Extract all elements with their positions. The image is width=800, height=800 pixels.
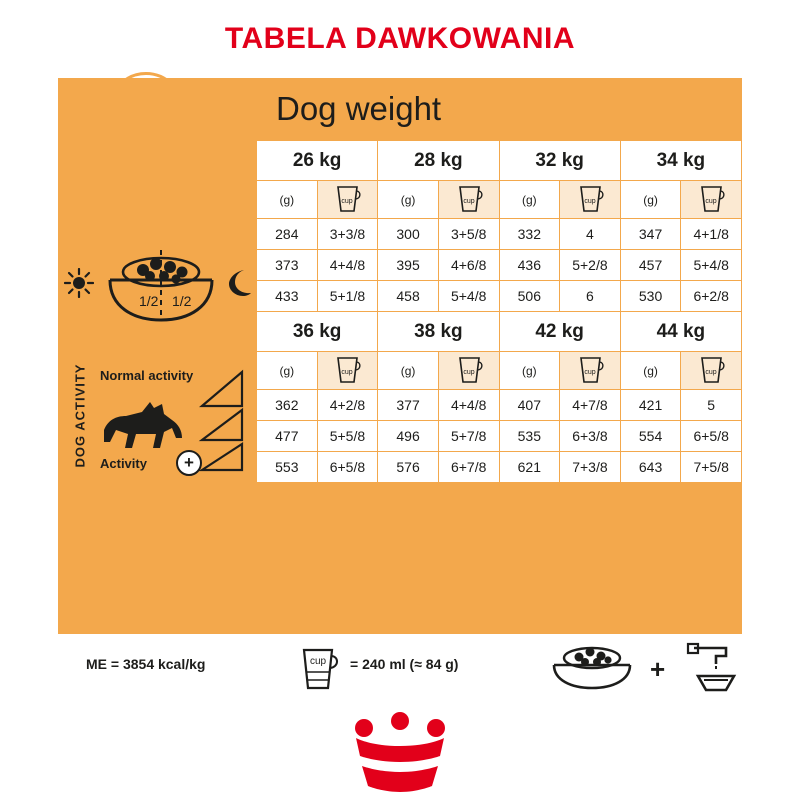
cups-cell: 6+3/8 — [560, 421, 621, 452]
cups-cell: 5+4/8 — [681, 250, 742, 281]
cups-cell: 4+6/8 — [438, 250, 499, 281]
unit-cup-cell — [560, 181, 621, 219]
cups-cell: 7+3/8 — [560, 452, 621, 483]
normal-activity-label: Normal activity — [100, 368, 194, 383]
measuring-cup-icon — [332, 353, 362, 385]
cups-cell: 7+5/8 — [681, 452, 742, 483]
grams-cell: 553 — [257, 452, 318, 483]
unit-cup-cell — [681, 181, 742, 219]
unit-cup-cell — [317, 181, 378, 219]
unit-gram-cell: (g) — [620, 352, 681, 390]
grams-cell: 643 — [620, 452, 681, 483]
svg-text:cup: cup — [309, 656, 327, 667]
cups-cell: 6+5/8 — [681, 421, 742, 452]
cups-cell: 5+5/8 — [317, 421, 378, 452]
dog-activity-column — [58, 78, 256, 634]
grams-cell: 347 — [620, 219, 681, 250]
dog-bowl-split-icon — [96, 246, 226, 326]
cups-cell: 6 — [560, 281, 621, 312]
grams-cell: 530 — [620, 281, 681, 312]
grams-cell: 373 — [257, 250, 318, 281]
unit-gram-cell: (g) — [499, 352, 560, 390]
grams-cell: 506 — [499, 281, 560, 312]
cups-cell: 5+2/8 — [560, 250, 621, 281]
unit-cup-cell — [560, 352, 621, 390]
unit-cup-cell — [681, 352, 742, 390]
table-row — [257, 452, 742, 483]
unit-cup-cell — [438, 181, 499, 219]
dosage-table — [256, 140, 742, 483]
table-row — [257, 390, 742, 421]
weight-cell: 36 kg — [257, 312, 378, 352]
grams-cell: 284 — [257, 219, 318, 250]
table-row-weights-1 — [257, 141, 742, 181]
activity-label: Activity — [100, 456, 147, 471]
feeding-table-panel — [58, 78, 742, 698]
svg-text:cup: cup — [705, 198, 717, 205]
weight-cell: 32 kg — [499, 141, 620, 181]
unit-cup-cell — [438, 352, 499, 390]
grams-cell: 433 — [257, 281, 318, 312]
grams-cell: 496 — [378, 421, 439, 452]
measuring-cup-icon — [454, 182, 484, 214]
metabolizable-energy-label: ME = 3854 kcal/kg — [86, 656, 206, 672]
weight-cell: 42 kg — [499, 312, 620, 352]
grams-cell: 362 — [257, 390, 318, 421]
unit-gram-cell: (g) — [257, 181, 318, 219]
sun-icon — [64, 268, 94, 298]
moon-icon — [224, 268, 252, 298]
water-tap-icon — [682, 642, 752, 692]
dog-weight-header — [256, 78, 742, 140]
unit-gram-cell: (g) — [257, 352, 318, 390]
svg-text:cup: cup — [341, 369, 354, 376]
weight-cell: 26 kg — [257, 141, 378, 181]
dog-bowl-icon — [546, 644, 638, 690]
royal-canin-crest-icon — [340, 712, 460, 796]
weight-cell: 34 kg — [620, 141, 741, 181]
svg-text:cup: cup — [463, 369, 475, 376]
table-footer — [58, 634, 742, 698]
cups-cell: 5+7/8 — [438, 421, 499, 452]
cups-cell: 4+1/8 — [681, 219, 742, 250]
grams-cell: 554 — [620, 421, 681, 452]
cups-cell: 6+7/8 — [438, 452, 499, 483]
unit-cup-cell — [317, 352, 378, 390]
cups-cell: 5 — [681, 390, 742, 421]
cups-cell: 5+4/8 — [438, 281, 499, 312]
dosage-table-wrap — [256, 140, 742, 634]
cups-cell: 6+2/8 — [681, 281, 742, 312]
grams-cell: 576 — [378, 452, 439, 483]
svg-text:cup: cup — [463, 198, 475, 205]
cups-cell: 5+1/8 — [317, 281, 378, 312]
grams-cell: 300 — [378, 219, 439, 250]
cups-cell: 3+5/8 — [438, 219, 499, 250]
grams-cell: 377 — [378, 390, 439, 421]
grams-cell: 421 — [620, 390, 681, 421]
page-title: TABELA DAWKOWANIA — [224, 22, 576, 55]
grams-cell: 407 — [499, 390, 560, 421]
grams-cell: 457 — [620, 250, 681, 281]
measuring-cup-icon — [454, 353, 484, 385]
measuring-cup-icon — [575, 182, 605, 214]
cups-cell: 4 — [560, 219, 621, 250]
unit-gram-cell: (g) — [620, 181, 681, 219]
table-row — [257, 421, 742, 452]
brand-footer — [0, 706, 800, 800]
svg-text:cup: cup — [341, 198, 354, 205]
activity-level-triangles-icon — [198, 366, 254, 474]
dog-weight-label: Dog weight — [276, 90, 442, 127]
unit-gram-cell: (g) — [378, 181, 439, 219]
dosage-table-body — [257, 141, 742, 483]
dog-activity-vertical-label: DOG ACTIVITY — [72, 363, 88, 468]
cups-cell: 4+4/8 — [438, 390, 499, 421]
unit-gram-cell: (g) — [378, 352, 439, 390]
plus-sign: + — [650, 654, 666, 684]
grams-cell: 535 — [499, 421, 560, 452]
measuring-cup-icon — [332, 182, 362, 214]
cup-equivalence-label: = 240 ml (≈ 84 g) — [350, 656, 459, 672]
cups-cell: 4+4/8 — [317, 250, 378, 281]
grams-cell: 436 — [499, 250, 560, 281]
svg-text:cup: cup — [584, 369, 596, 376]
measuring-cup-icon — [294, 640, 344, 694]
dog-silhouette-icon — [98, 390, 190, 456]
table-row — [257, 219, 742, 250]
grams-cell: 332 — [499, 219, 560, 250]
table-row — [257, 281, 742, 312]
table-row-units-2 — [257, 352, 742, 390]
table-row — [257, 250, 742, 281]
unit-gram-cell: (g) — [499, 181, 560, 219]
grams-cell: 395 — [378, 250, 439, 281]
grams-cell: 621 — [499, 452, 560, 483]
cups-cell: 4+7/8 — [560, 390, 621, 421]
weight-cell: 28 kg — [378, 141, 499, 181]
svg-text:1/2: 1/2 — [139, 293, 159, 309]
measuring-cup-icon — [696, 353, 726, 385]
cups-cell: 3+3/8 — [317, 219, 378, 250]
svg-text:1/2: 1/2 — [172, 293, 192, 309]
table-row-weights-2 — [257, 312, 742, 352]
svg-text:cup: cup — [705, 369, 717, 376]
cups-cell: 4+2/8 — [317, 390, 378, 421]
svg-text:cup: cup — [584, 198, 596, 205]
cups-cell: 6+5/8 — [317, 452, 378, 483]
activity-plus-icon: + — [176, 450, 202, 476]
measuring-cup-icon — [575, 353, 605, 385]
grams-cell: 458 — [378, 281, 439, 312]
measuring-cup-icon — [696, 182, 726, 214]
weight-cell: 44 kg — [620, 312, 741, 352]
table-row-units-1 — [257, 181, 742, 219]
weight-cell: 38 kg — [378, 312, 499, 352]
grams-cell: 477 — [257, 421, 318, 452]
